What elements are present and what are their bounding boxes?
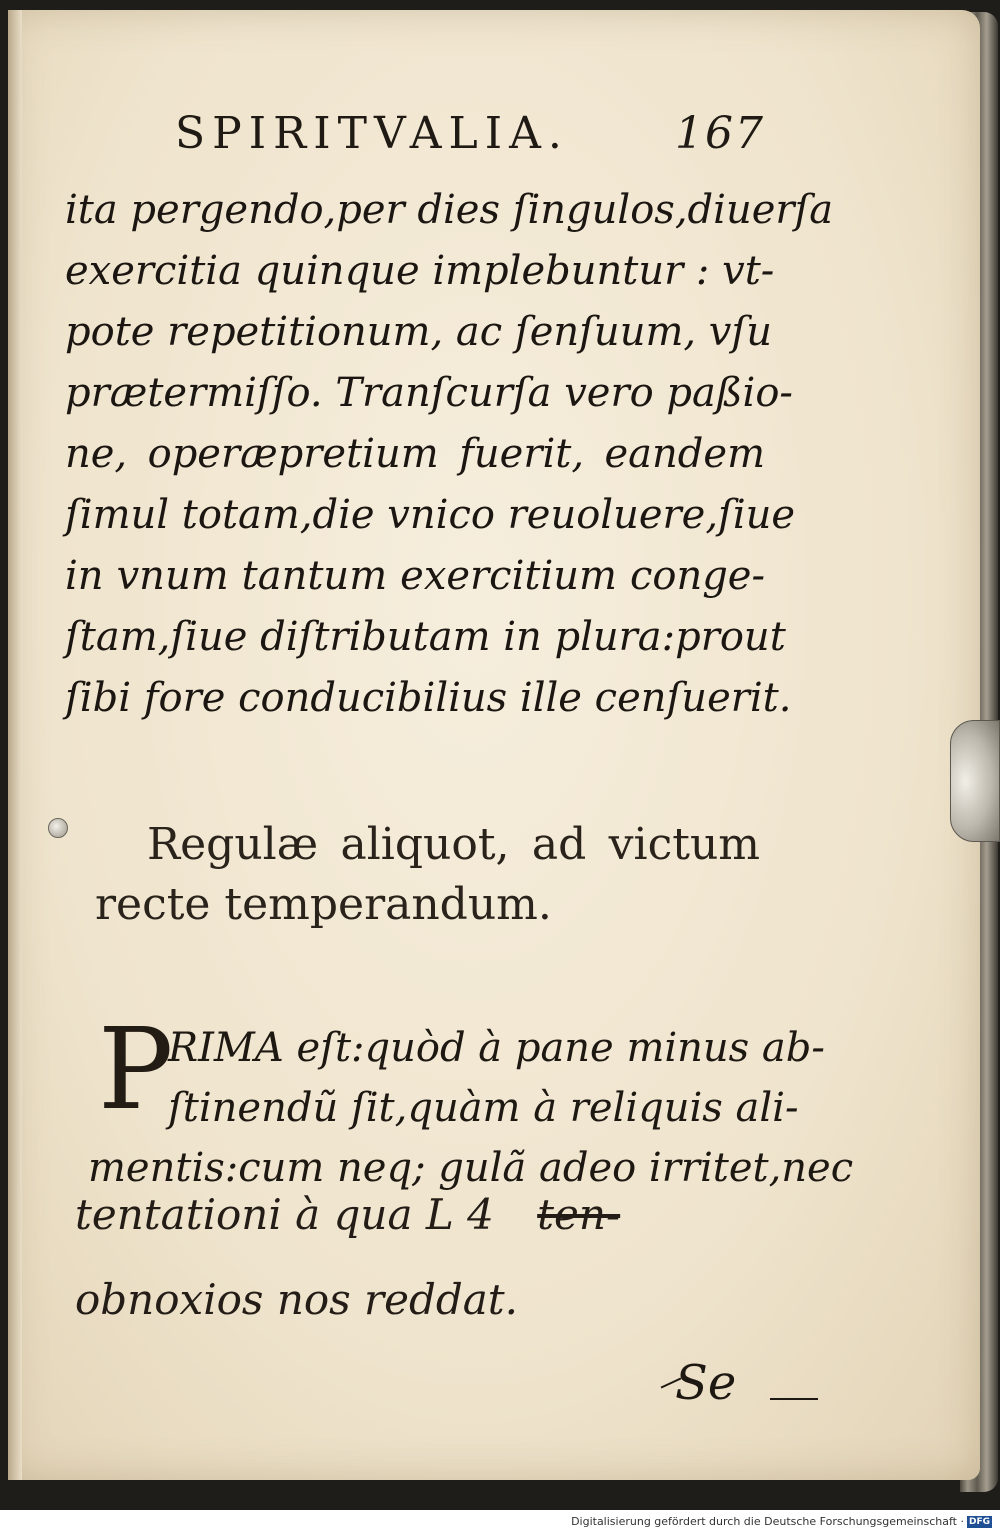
text-line: ſtinendũ ſit,quàm à reliquis ali- xyxy=(168,1085,799,1131)
catchword-tail xyxy=(770,1398,818,1400)
margin-dot-mark xyxy=(48,818,68,838)
handwritten-line xyxy=(75,1190,775,1239)
handwritten-text: tentationi à qua L 4 xyxy=(75,1190,494,1239)
heading-line: Regulæ aliquot, ad victum xyxy=(147,819,760,870)
text-line: RIMA eſt:quòd à pane minus ab- xyxy=(168,1025,825,1071)
rule-paragraph xyxy=(88,1018,854,1198)
book-clasp xyxy=(950,720,1000,842)
text-line: prætermiſſo. Tranſcurſa vero paßio- xyxy=(65,370,793,416)
text-line: ne, operæpretium fuerit, eandem xyxy=(65,431,765,477)
page-number: 167 xyxy=(675,108,765,159)
catchword: Se xyxy=(675,1355,737,1411)
footer-text: Digitalisierung gefördert durch die Deutsche Forschungsgemeinschaft · xyxy=(571,1515,964,1528)
drop-capital: P xyxy=(98,1005,174,1135)
footer-credit xyxy=(0,1510,1000,1533)
header-title: SPIRITVALIA. xyxy=(175,108,569,159)
handwritten-line: obnoxios nos reddat. xyxy=(75,1275,519,1324)
page-gutter xyxy=(8,10,22,1480)
text-line: exercitia quinque implebuntur : vt- xyxy=(65,248,775,294)
text-line: ſimul totam,die vnico reuoluere,ſiue xyxy=(65,492,796,538)
text-line: mentis:cum neq; gulã adeo irritet,nec xyxy=(88,1145,854,1191)
running-header xyxy=(175,108,765,168)
section-heading xyxy=(95,815,760,935)
text-line: ſibi fore conducibilius ille cenſuerit. xyxy=(65,675,792,721)
dfg-logo: DFG xyxy=(968,1517,990,1527)
struck-handwritten-text: ten- xyxy=(537,1190,621,1239)
text-line: ſtam,ſiue diſtributam in plura:prout xyxy=(65,614,786,660)
heading-line: recte temperandum. xyxy=(95,879,552,930)
text-line: in vnum tantum exercitium conge- xyxy=(65,553,765,599)
text-line: pote repetitionum, ac ſenſuum, vſu xyxy=(65,309,772,355)
body-text xyxy=(65,180,834,729)
text-line: ita pergendo,per dies ſingulos,diuerſa xyxy=(65,187,834,233)
